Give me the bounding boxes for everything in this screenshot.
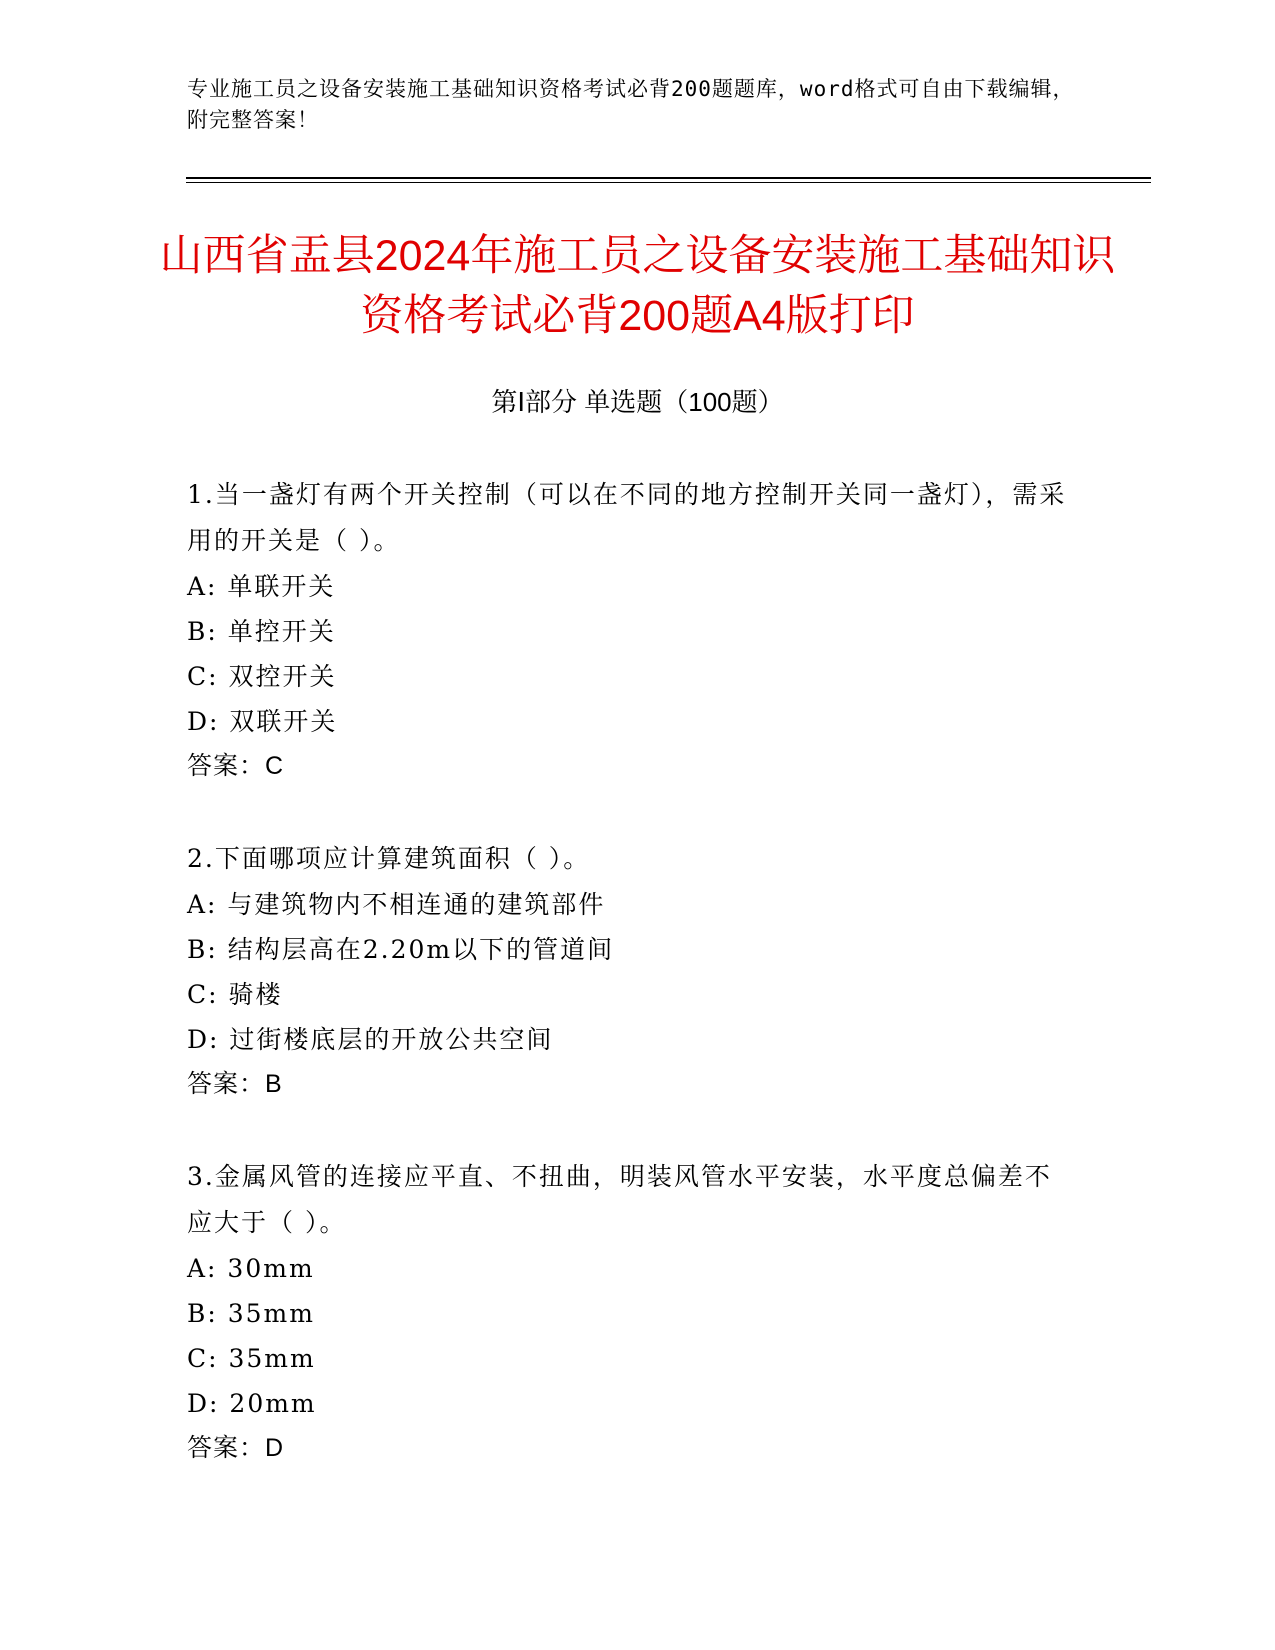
option-c: C: 35mm: [187, 1344, 316, 1373]
option-b: B: 单控开关: [187, 617, 336, 646]
option-a: A: 单联开关: [187, 572, 336, 601]
question-stem: 3.金属风管的连接应平直、不扭曲，明装风管水平安装，水平度总偏差不应大于（ ）。: [187, 1162, 1052, 1237]
header-note: 专业施工员之设备安装施工基础知识资格考试必背200题题库，word格式可自由下载编辑，附完整答案！: [187, 77, 1075, 132]
option-d: D: 20mm: [187, 1389, 317, 1418]
document-title: 山西省盂县2024年施工员之设备安装施工基础知识资格考试必背200题A4版打印: [159, 232, 1116, 340]
option-b: B: 结构层高在2.20m以下的管道间: [187, 935, 615, 964]
answer: 答案：D: [187, 1434, 285, 1462]
option-c: C: 骑楼: [187, 980, 283, 1009]
answer: 答案：B: [187, 1070, 283, 1098]
option-d: D: 双联开关: [187, 707, 338, 736]
question-stem: 2.下面哪项应计算建筑面积（ ）。: [187, 844, 591, 873]
option-a: A: 与建筑物内不相连通的建筑部件: [187, 890, 606, 919]
answer: 答案：C: [187, 752, 285, 780]
question-1: [187, 472, 1067, 789]
header-rule-thin: [186, 182, 1151, 183]
question-stem: 1.当一盏灯有两个开关控制（可以在不同的地方控制开关同一盏灯），需采用的开关是（ ）。: [187, 480, 1067, 555]
section-title: 第Ⅰ部分 单选题（100题）: [491, 387, 784, 417]
question-2: [187, 836, 1067, 1107]
question-3: [187, 1154, 1067, 1471]
header-rule-thick: [186, 177, 1151, 179]
option-b: B: 35mm: [187, 1299, 315, 1328]
option-c: C: 双控开关: [187, 662, 337, 691]
option-a: A: 30mm: [187, 1254, 315, 1283]
option-d: D: 过街楼底层的开放公共空间: [187, 1025, 554, 1054]
